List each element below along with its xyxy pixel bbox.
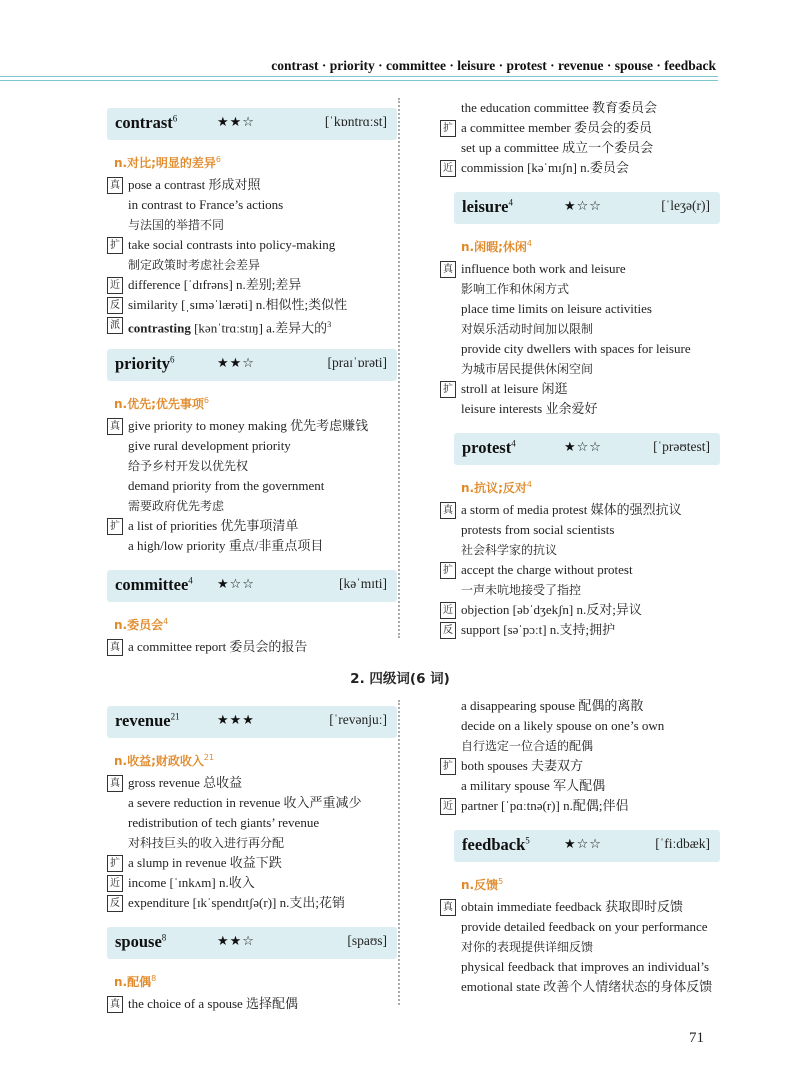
phonetic: [ˈkɒntrɑːst]: [324, 114, 387, 129]
right-column-top: [440, 98, 720, 640]
expand-tag-icon: 扩: [440, 562, 456, 579]
word-box-priority: [107, 349, 397, 381]
translation-line: 为城市居民提供休闲空间: [461, 362, 594, 376]
word-box-feedback: [454, 830, 720, 862]
example-line: 真 obtain immediate feedback 获取即时反馈: [440, 897, 720, 917]
word-box-leisure: [454, 192, 720, 224]
near-tag-icon: 近: [440, 798, 456, 815]
headword: leisure$^4$: [462, 197, 513, 216]
example-line: 扩 a list of priorities 优先事项清单: [107, 516, 397, 536]
near-tag-icon: 近: [107, 875, 123, 892]
headword: contrast$^6$: [115, 113, 178, 132]
example-line: 真 gross revenue 总收益: [107, 773, 397, 793]
part-of-speech: n.收益;财政收入$^{21}$: [114, 753, 215, 768]
example-line: physical feedback that improves an individual’s: [461, 959, 710, 974]
example-line: decide on a likely spouse on one’s own: [461, 718, 665, 733]
phonetic: [praɪˈɒrəti]: [327, 355, 387, 370]
expand-tag-icon: 扩: [440, 758, 456, 775]
translation-line: 社会科学家的抗议: [461, 543, 558, 557]
near-tag-icon: 近: [440, 602, 456, 619]
phonetic: [ˈleʒə(r)]: [661, 198, 710, 213]
star-rating: ★☆☆: [564, 837, 602, 852]
synonym-line: 近 objection [əbˈdʒekʃn] n.反对;异议: [440, 600, 720, 620]
header-rule: [0, 80, 718, 81]
translation-line: 与法国的举措不同: [128, 218, 225, 232]
real-tag-icon: 真: [440, 899, 456, 916]
translation-line: 影响工作和休闲方式: [461, 282, 570, 296]
page-header: [0, 52, 800, 92]
example-line: redistribution of tech giants’ revenue: [128, 815, 320, 830]
example-line: 扩 take social contrasts into policy-making: [107, 235, 397, 255]
star-rating: ★☆☆: [564, 199, 602, 214]
part-of-speech: n.委员会$^4$: [114, 617, 169, 632]
example-line: 扩 accept the charge without protest: [440, 560, 720, 580]
example-line: in contrast to France’s actions: [128, 197, 284, 212]
real-tag-icon: 真: [107, 418, 123, 435]
antonym-line: 反 expenditure [ɪkˈspendɪtʃə(r)] n.支出;花销: [107, 893, 397, 913]
column-divider: [398, 98, 408, 638]
word-box-committee: [107, 570, 397, 602]
example-line: 扩 a committee member 委员会的委员: [440, 118, 720, 138]
example-line: protests from social scientists: [461, 522, 615, 537]
example-line: 扩 a slump in revenue 收益下跌: [107, 853, 397, 873]
antonym-line: 反 support [səˈpɔːt] n.支持;拥护: [440, 620, 720, 640]
headword: revenue$^{21}$: [115, 711, 180, 730]
expand-tag-icon: 扩: [107, 237, 123, 254]
example-line: 真 the choice of a spouse 选择配偶: [107, 994, 397, 1014]
derive-tag-icon: 派: [107, 317, 123, 334]
translation-line: 给予乡村开发以优先权: [128, 459, 249, 473]
example-line: provide detailed feedback on your performance: [461, 919, 708, 934]
part-of-speech: n.配偶$^8$: [114, 974, 157, 989]
headword: committee$^4$: [115, 575, 193, 594]
phonetic: [kəˈmɪti]: [339, 576, 387, 591]
section-title: 2. 四级词(6 词): [350, 671, 450, 687]
page-number: 71: [689, 1030, 704, 1046]
example-line: 扩 stroll at leisure 闲逛: [440, 379, 720, 399]
word-box-revenue: [107, 706, 397, 738]
example-line: provide city dwellers with spaces for leisure: [461, 341, 691, 356]
phonetic: [ˈfiːdbæk]: [655, 836, 710, 851]
expand-tag-icon: 扩: [107, 518, 123, 535]
star-rating: ★★☆: [217, 934, 255, 949]
part-of-speech: n.反馈$^5$: [461, 877, 504, 892]
near-tag-icon: 近: [107, 277, 123, 294]
header-rule: [0, 76, 718, 77]
translation-line: 对科技巨头的收入进行再分配: [128, 836, 285, 850]
near-tag-icon: 近: [440, 160, 456, 177]
synonym-line: 近 partner [ˈpɑːtnə(r)] n.配偶;伴侣: [440, 796, 720, 816]
synonym-line: 近 income [ˈɪnkʌm] n.收入: [107, 873, 397, 893]
phonetic: [spaʊs]: [347, 933, 387, 948]
part-of-speech: n.闲暇;休闲$^4$: [461, 239, 532, 254]
anti-tag-icon: 反: [107, 895, 123, 912]
real-tag-icon: 真: [440, 261, 456, 278]
expand-tag-icon: 扩: [440, 120, 456, 137]
example-line: a military spouse 军人配偶: [461, 778, 606, 793]
real-tag-icon: 真: [107, 996, 123, 1013]
left-column-bottom: [107, 706, 397, 1014]
expand-tag-icon: 扩: [107, 855, 123, 872]
word-box-contrast: [107, 108, 397, 140]
star-rating: ★☆☆: [217, 577, 255, 592]
star-rating: ★☆☆: [564, 440, 602, 455]
antonym-line: 反 similarity [ˌsɪməˈlærəti] n.相似性;类似性: [107, 295, 397, 315]
synonym-line: 近 commission [kəˈmɪʃn] n.委员会: [440, 158, 720, 178]
part-of-speech: n.抗议;反对$^4$: [461, 480, 532, 495]
example-line: emotional state 改善个人情绪状态的身体反馈: [461, 979, 713, 994]
example-line: 真 pose a contrast 形成对照: [107, 175, 397, 195]
translation-line: 需要政府优先考虑: [128, 499, 225, 513]
column-divider: [398, 700, 408, 1005]
anti-tag-icon: 反: [107, 297, 123, 314]
anti-tag-icon: 反: [440, 622, 456, 639]
example-line: a disappearing spouse 配偶的离散: [461, 698, 644, 713]
derivative-line: 派 contrasting [kənˈtrɑːstɪŋ] a.差异大的$^3$: [107, 315, 397, 335]
translation-line: 自行选定一位合适的配偶: [461, 739, 594, 753]
expand-tag-icon: 扩: [440, 381, 456, 398]
star-rating: ★★★: [217, 713, 255, 728]
example-line: 扩 both spouses 夫妻双方: [440, 756, 720, 776]
example-line: 真 a committee report 委员会的报告: [107, 637, 397, 657]
example-line: a severe reduction in revenue 收入严重减少: [128, 795, 362, 810]
headword: feedback$^5$: [462, 835, 530, 854]
example-line: set up a committee 成立一个委员会: [461, 140, 654, 155]
example-line: demand priority from the government: [128, 478, 325, 493]
headword: protest$^4$: [462, 438, 516, 457]
headword: spouse$^8$: [115, 932, 167, 951]
example-line: 真 influence both work and leisure: [440, 259, 720, 279]
part-of-speech: n.对比;明显的差异$^6$: [114, 155, 221, 170]
translation-line: 对娱乐活动时间加以限制: [461, 322, 594, 336]
example-line: 真 give priority to money making 优先考虑赚钱: [107, 416, 397, 436]
synonym-line: 近 difference [ˈdɪfrəns] n.差别;差异: [107, 275, 397, 295]
example-line: place time limits on leisure activities: [461, 301, 652, 316]
star-rating: ★★☆: [217, 115, 255, 130]
word-box-spouse: [107, 927, 397, 959]
example-line: the education committee 教育委员会: [461, 100, 658, 115]
real-tag-icon: 真: [440, 502, 456, 519]
example-line: 真 a storm of media protest 媒体的强烈抗议: [440, 500, 720, 520]
translation-line: 制定政策时考虑社会差异: [128, 258, 261, 272]
word-box-protest: [454, 433, 720, 465]
phonetic: [ˈprəʊtest]: [653, 439, 710, 454]
example-line: leisure interests 业余爱好: [461, 401, 598, 416]
translation-line: 一声未吭地接受了指控: [461, 583, 582, 597]
star-rating: ★★☆: [217, 356, 255, 371]
header-word-list: contrast · priority · committee · leisure · protest · revenue · spouse · feedback: [271, 58, 716, 73]
headword: priority$^6$: [115, 354, 175, 373]
part-of-speech: n.优先;优先事项$^6$: [114, 396, 209, 411]
example-line: a high/low priority 重点/非重点项目: [128, 538, 324, 553]
phonetic: [ˈrevənjuː]: [329, 712, 387, 727]
real-tag-icon: 真: [107, 639, 123, 656]
left-column-top: [107, 108, 397, 657]
real-tag-icon: 真: [107, 775, 123, 792]
real-tag-icon: 真: [107, 177, 123, 194]
right-column-bottom: [440, 696, 720, 997]
translation-line: 对你的表现提供详细反馈: [461, 940, 594, 954]
example-line: give rural development priority: [128, 438, 291, 453]
